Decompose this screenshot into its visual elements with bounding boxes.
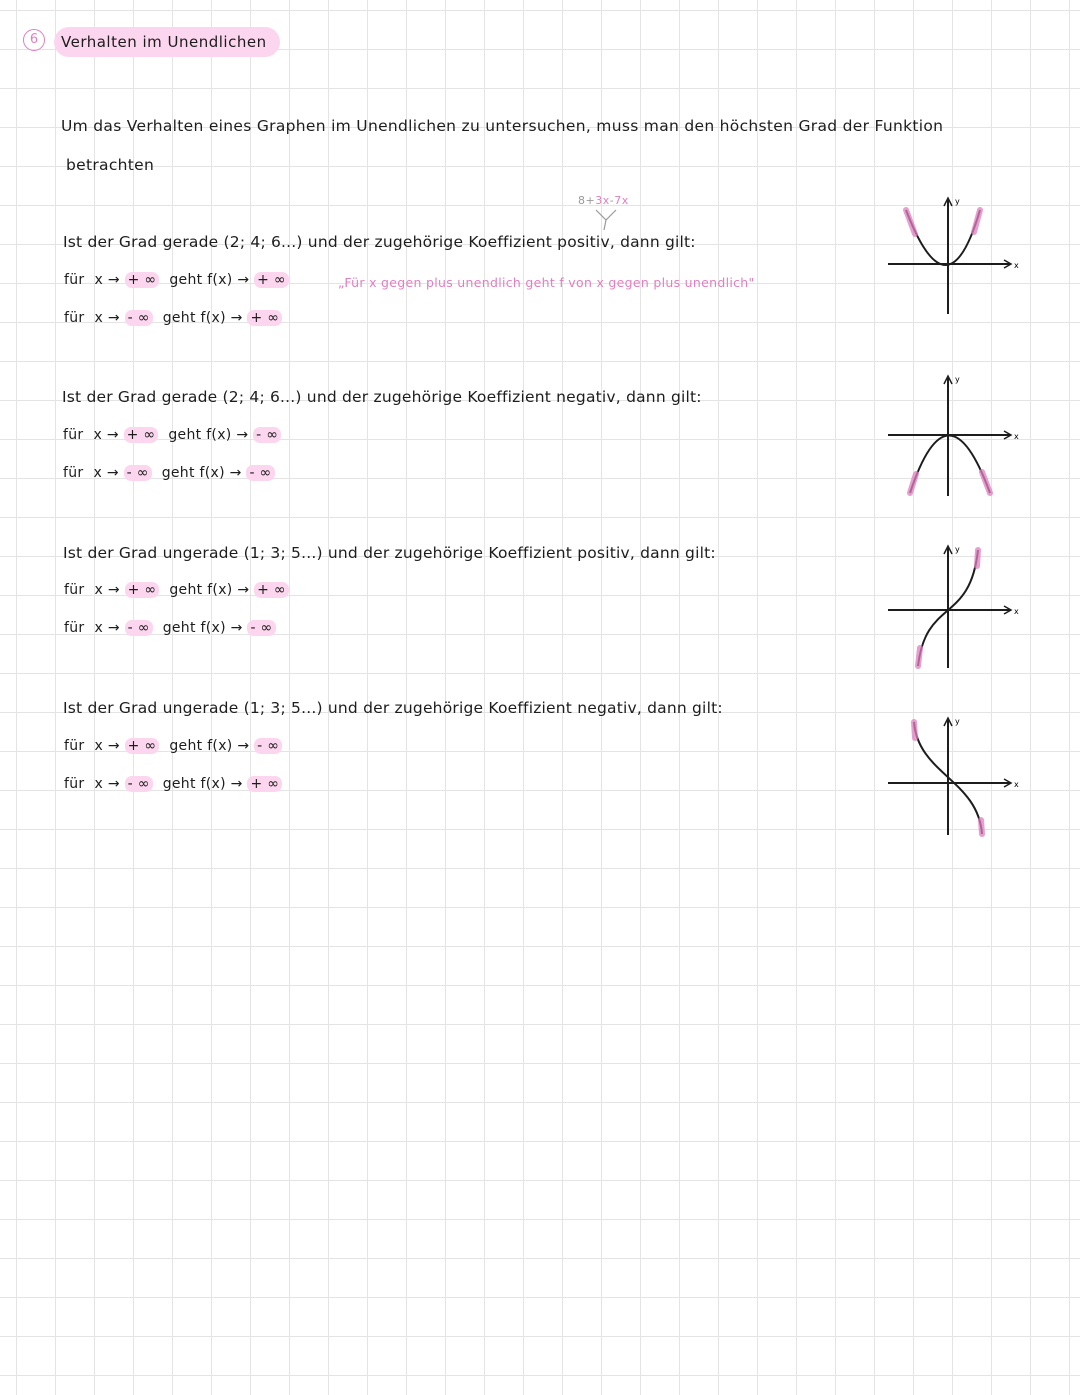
f-limit: - ∞	[253, 427, 281, 443]
x-limit: + ∞	[125, 582, 160, 598]
section-title: Verhalten im Unendlichen	[61, 33, 267, 51]
y-axis-label: y	[955, 197, 960, 206]
case-2-heading: Ist der Grad gerade (2; 4; 6...) und der zugehörige Koeffizient negativ, dann gilt:	[62, 388, 702, 406]
case-1-limit-row-1: für x → + ∞ geht f(x) → + ∞	[64, 272, 289, 288]
x-limit: + ∞	[125, 272, 160, 288]
limit-reading-annotation: „Für x gegen plus unendlich geht f von x gegen plus unendlich"	[338, 275, 755, 290]
f-limit: - ∞	[247, 620, 275, 636]
case-3-heading: Ist der Grad ungerade (1; 3; 5...) und der zugehörige Koeffizient positiv, dann gilt:	[63, 544, 716, 562]
f-limit: - ∞	[254, 738, 282, 754]
x-limit: + ∞	[124, 427, 159, 443]
case-1-limit-row-2: für x → - ∞ geht f(x) → + ∞	[64, 310, 282, 326]
f-limit: + ∞	[254, 582, 289, 598]
x-limit: - ∞	[125, 620, 153, 636]
case-3-limit-row-1: für x → + ∞ geht f(x) → + ∞	[64, 582, 289, 598]
section-number-badge: 6	[23, 29, 45, 51]
poly-term-1: 3x	[595, 194, 610, 207]
case-4-limit-row-2: für x → - ∞ geht f(x) → + ∞	[64, 776, 282, 792]
case-4-graph	[882, 710, 1022, 845]
x-limit: - ∞	[125, 776, 153, 792]
y-axis-label: y	[955, 717, 960, 726]
polynomial-annotation	[578, 194, 629, 207]
x-axis-label: x	[1014, 780, 1019, 789]
x-axis-label: x	[1014, 432, 1019, 441]
annotation-pointer-lines	[592, 208, 622, 232]
case-1-heading: Ist der Grad gerade (2; 4; 6...) und der zugehörige Koeffizient positiv, dann gilt:	[63, 233, 696, 251]
case-1-graph	[882, 190, 1022, 320]
f-limit: + ∞	[247, 776, 282, 792]
intro-line-1: Um das Verhalten eines Graphen im Unendlichen zu untersuchen, muss man den höchsten Grad der Funktion	[61, 117, 944, 135]
f-limit: - ∞	[246, 465, 274, 481]
case-4-limit-row-1: für x → + ∞ geht f(x) → - ∞	[64, 738, 282, 754]
case-2-limit-row-1: für x → + ∞ geht f(x) → - ∞	[63, 427, 281, 443]
y-axis-label: y	[955, 545, 960, 554]
x-axis-label: x	[1014, 261, 1019, 270]
case-4-heading: Ist der Grad ungerade (1; 3; 5...) und der zugehörige Koeffizient negativ, dann gilt:	[63, 699, 723, 717]
x-axis-label: x	[1014, 607, 1019, 616]
f-limit: + ∞	[247, 310, 282, 326]
case-3-limit-row-2: für x → - ∞ geht f(x) → - ∞	[64, 620, 276, 636]
case-2-graph	[882, 368, 1022, 503]
poly-term-2: 7x	[614, 194, 629, 207]
x-limit: - ∞	[124, 465, 152, 481]
y-axis-label: y	[955, 375, 960, 384]
x-limit: - ∞	[125, 310, 153, 326]
poly-prefix: 8+	[578, 194, 596, 207]
poly-minus: -	[609, 194, 615, 207]
case-2-limit-row-2: für x → - ∞ geht f(x) → - ∞	[63, 465, 275, 481]
x-limit: + ∞	[125, 738, 160, 754]
case-3-graph	[882, 538, 1022, 673]
intro-line-2: betrachten	[66, 156, 155, 174]
f-limit: + ∞	[254, 272, 289, 288]
